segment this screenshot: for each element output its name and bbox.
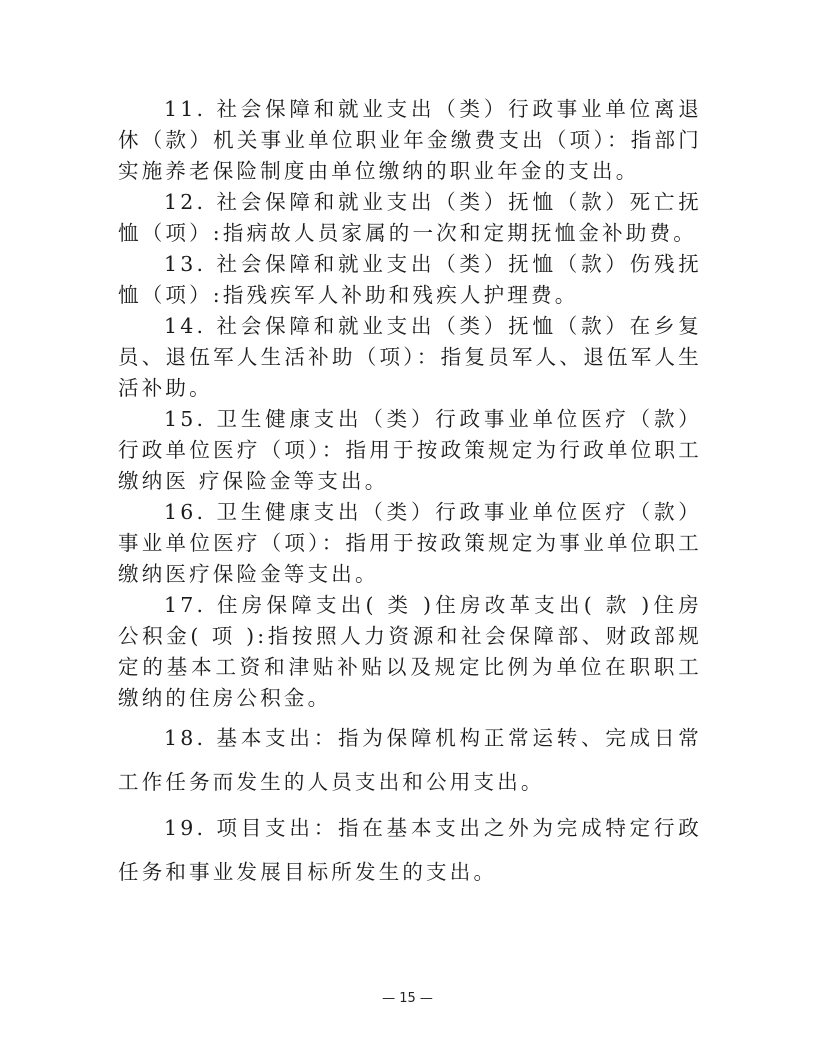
paragraph-15: 15. 卫生健康支出（类）行政事业单位医疗（款） 行政单位医疗（项）：指用于按政策规定为行政单位职工缴纳医 疗保险金等支出。 <box>118 407 702 493</box>
paragraph-18: 18. 基本支出：指为保障机构正常运转、完成日常工作任务而发生的人员支出和公用支出。 <box>118 726 702 794</box>
paragraph-19: 19. 项目支出：指在基本支出之外为完成特定行政任务和事业发展目标所发生的支出。 <box>118 816 702 884</box>
paragraph-11: 11. 社会保障和就业支出（类）行政事业单位离退休（款）机关事业单位职业年金缴费支出（项）：指部门实施养老保险制度由单位缴纳的职业年金的支出。 <box>118 97 702 183</box>
document-body <box>118 94 702 894</box>
paragraph-13: 13. 社会保障和就业支出（类）抚恤（款）伤残抚恤（项）:指残疾军人补助和残疾人护理费。 <box>118 252 702 307</box>
paragraph-14: 14. 社会保障和就业支出（类）抚恤（款）在乡复员、退伍军人生活补助（项）：指复员军人、退伍军人生活补助。 <box>118 314 702 400</box>
paragraph-16: 16. 卫生健康支出（类）行政事业单位医疗（款） 事业单位医疗（项）：指用于按政策规定为事业单位职工缴纳医疗保险金等支出。 <box>118 500 702 586</box>
paragraph-17: 17. 住房保障支出( 类 )住房改革支出( 款 )住房公积金( 项 ):指按照人力资源和社会保障部、财政部规定的基本工资和津贴补贴以及规定比例为单位在职职工缴纳的住房公积金。 <box>118 593 702 710</box>
paragraph-12: 12. 社会保障和就业支出（类）抚恤（款）死亡抚恤（项）:指病故人员家属的一次和定期抚恤金补助费。 <box>118 190 702 245</box>
page-number: — 15 — <box>382 991 433 1006</box>
